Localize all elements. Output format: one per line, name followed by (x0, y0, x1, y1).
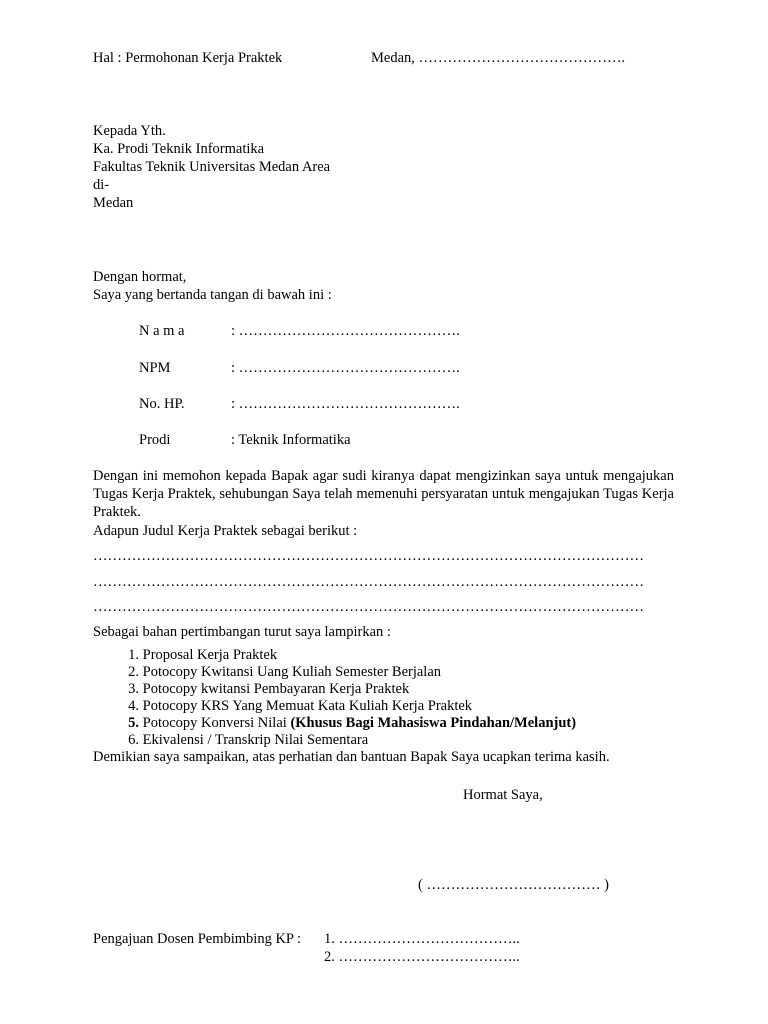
list-item (93, 732, 693, 749)
field-value-phone: : ………………………………………. (231, 396, 460, 412)
recipient-line: Fakultas Teknik Universitas Medan Area (93, 159, 331, 175)
request-paragraph: Dengan ini memohon kepada Bapak agar sudi kiranya dapat mengizinkan saya untuk mengajukan Tugas Kerja Praktek, sehubungan Saya telah memenuhi persyaratan untuk mengajukan Tugas Kerja Praktek. (93, 468, 674, 520)
list-text: Proposal Kerja Praktek (142, 647, 278, 663)
field-label-npm: NPM (139, 360, 171, 376)
recipient-block (93, 122, 330, 212)
title-line-3: …………………………………………………………………………………………………… (93, 599, 644, 615)
list-number: 3. (128, 681, 139, 697)
supervisor-line-1: 1. ……………………………….. (324, 931, 520, 947)
title-intro: Adapun Judul Kerja Praktek sebagai berikut : (93, 523, 358, 539)
signature-line: ( ……………………………… ) (418, 877, 609, 893)
list-item (93, 647, 693, 664)
list-item (93, 715, 693, 732)
opening-block (93, 268, 332, 304)
field-value-npm: : ………………………………………. (231, 360, 460, 376)
intro-text: Saya yang bertanda tangan di bawah ini : (93, 287, 332, 303)
list-number: 1. (128, 647, 139, 663)
attachment-list (93, 647, 693, 749)
recipient-line: Medan (93, 195, 134, 211)
field-label-name: N a m a (139, 323, 185, 339)
list-text: Ekivalensi / Transkrip Nilai Sementara (142, 732, 369, 748)
list-text: Potocopy KRS Yang Memuat Kata Kuliah Kerja Praktek (142, 698, 473, 714)
list-text: Potocopy Konversi Nilai (142, 715, 291, 731)
title-line-1: …………………………………………………………………………………………………… (93, 548, 644, 564)
list-number: 6. (128, 732, 139, 748)
field-label-phone: No. HP. (139, 396, 185, 412)
recipient-line: Kepada Yth. (93, 123, 166, 139)
supervisor-line-2: 2. ……………………………….. (324, 949, 520, 965)
supervisor-label: Pengajuan Dosen Pembimbing KP : (93, 931, 302, 947)
closing-text: Demikian saya sampaikan, atas perhatian dan bantuan Bapak Saya ucapkan terima kasih. (93, 749, 610, 765)
place-date: Medan, ……………………………………. (371, 50, 626, 66)
title-line-2: …………………………………………………………………………………………………… (93, 574, 644, 590)
list-item (93, 698, 693, 715)
list-text: Potocopy kwitansi Pembayaran Kerja Praktek (142, 681, 410, 697)
recipient-line: Ka. Prodi Teknik Informatika (93, 141, 265, 157)
list-text: Potocopy Kwitansi Uang Kuliah Semester Berjalan (142, 664, 442, 680)
field-label-prodi: Prodi (139, 432, 171, 448)
list-item (93, 664, 693, 681)
list-number: 5. (128, 715, 139, 731)
list-number: 4. (128, 698, 139, 714)
regards: Hormat Saya, (463, 787, 543, 803)
greeting: Dengan hormat, (93, 269, 187, 285)
recipient-line: di- (93, 177, 110, 193)
list-item (93, 681, 693, 698)
list-text-bold: (Khusus Bagi Mahasiswa Pindahan/Melanjut) (290, 715, 577, 731)
field-value-name: : ………………………………………. (231, 323, 460, 339)
list-number: 2. (128, 664, 139, 680)
letter-subject: Hal : Permohonan Kerja Praktek (93, 50, 283, 66)
attach-intro: Sebagai bahan pertimbangan turut saya lampirkan : (93, 624, 391, 640)
field-value-prodi: : Teknik Informatika (231, 432, 351, 448)
